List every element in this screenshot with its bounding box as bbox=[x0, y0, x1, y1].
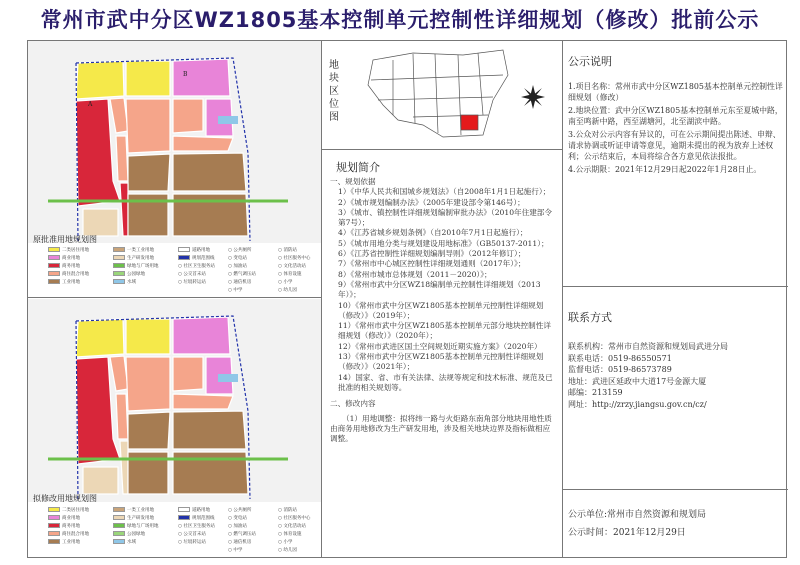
legend-item: 规划范围线 bbox=[178, 255, 215, 261]
legend-item: ○ 社区服务中心 bbox=[278, 516, 311, 521]
legend-item: ○ 社区卫生服务站 bbox=[178, 524, 215, 529]
legend-item: ○ 通信机房 bbox=[228, 280, 252, 285]
legend-item: ○ 变电站 bbox=[228, 256, 247, 261]
contact-postcode: 邮编：213159 bbox=[568, 388, 623, 397]
legend-item: ○ 文化活动站 bbox=[278, 524, 306, 529]
legend-item: 道路用地 bbox=[178, 507, 210, 513]
legend-item: 商业用地 bbox=[48, 255, 80, 261]
contact-org: 联系机构：常州市自然资源和规划局武进分局 bbox=[568, 342, 728, 351]
legend-item: ○ 小学 bbox=[278, 280, 293, 285]
plan-section-title: 二、修改内容 bbox=[330, 399, 376, 409]
legend-item: ○ 公共厕所 bbox=[228, 248, 252, 253]
block-label: A bbox=[88, 101, 93, 108]
legend-item: ○ 公交首末站 bbox=[178, 532, 206, 537]
legend-item: ○ 加油站 bbox=[228, 524, 247, 529]
legend-item: ○ 消防站 bbox=[278, 248, 297, 253]
legend-item: ○ 变电站 bbox=[228, 516, 247, 521]
top-legend bbox=[28, 245, 321, 295]
notice-board bbox=[27, 40, 787, 558]
legend-item: 二类居住用地 bbox=[48, 507, 89, 513]
legend-item: ○ 体育设施 bbox=[278, 272, 302, 277]
legend-item: 商住混合用地 bbox=[48, 271, 89, 277]
divider-maps bbox=[28, 297, 321, 298]
legend-item: ○ 消防站 bbox=[278, 508, 297, 513]
legend-item: ○ 燃气调压站 bbox=[228, 532, 256, 537]
divider-right bbox=[562, 41, 563, 557]
legend-item: 公园绿地 bbox=[113, 271, 145, 277]
plan-modification: （1）用地调整：拟将纬一路与火炬路东南角部分地块用地性质由商务用地修改为生产研发用地，涉及相关地块边界及指标做相应调整。 bbox=[330, 413, 552, 444]
plan-section-title: 一、规划依据 bbox=[330, 177, 376, 186]
divider-left bbox=[321, 41, 322, 557]
divider-contact bbox=[562, 489, 788, 490]
contact-supervise-phone: 监督电话：0519-86573789 bbox=[568, 365, 672, 374]
legend-item: 商业用地 bbox=[48, 515, 80, 521]
location-map-label: 地 块 区 位 图 bbox=[329, 60, 339, 123]
plan-item: 9）《常州市武中分区WZ18编制单元控制性详细规划（2013年）》； bbox=[338, 279, 541, 300]
legend-item: 公园绿地 bbox=[113, 531, 145, 537]
legend-item: ○ 小学 bbox=[278, 540, 293, 545]
legend-item: 规划范围线 bbox=[178, 515, 215, 521]
plan-item: 8）《常州市城市总体规划（2011－2020）》； bbox=[338, 269, 492, 279]
legend-item: ○ 体育设施 bbox=[278, 532, 302, 537]
legend-item: 道路用地 bbox=[178, 247, 210, 253]
divider-location bbox=[321, 149, 562, 150]
plan-item: 4）《江苏省城乡规划条例》（自2010年7月1日起施行）； bbox=[338, 228, 528, 238]
contact-body bbox=[568, 341, 786, 410]
legend-item: 一类工业用地 bbox=[113, 507, 154, 513]
legend-item: ○ 社区服务中心 bbox=[278, 256, 311, 261]
plan-item: 1）《中华人民共和国城乡规划法》（自2008年1月1日起施行）； bbox=[338, 187, 551, 197]
legend-item: 商务用地 bbox=[48, 523, 80, 529]
legend-item: ○ 文化活动站 bbox=[278, 264, 306, 269]
contact-address: 地址：武进区延政中大道17号金源大厦 bbox=[568, 376, 707, 386]
legend-item: ○ 公共厕所 bbox=[228, 508, 252, 513]
legend-item: 绿地与广场用地 bbox=[113, 523, 159, 529]
proposed-map-caption: 拟修改用地规划图 bbox=[33, 494, 97, 502]
legend-item: ○ 中学 bbox=[228, 548, 243, 553]
legend-item: ○ 中学 bbox=[228, 288, 243, 293]
notice-item: 3.公众对公示内容有异议的，可在公示期间提出陈述、申辩、请求协调或听证申请等意见，逾期未提出的视为放弃上述权利；公示结束后，本局将综合各方意见依法报批。 bbox=[568, 130, 781, 161]
legend-item: ○ 幼儿园 bbox=[278, 548, 297, 553]
block-label: B bbox=[183, 71, 188, 78]
proposed-land-use-map bbox=[28, 299, 321, 502]
plan-item: 7）《常州市中心城区控制性详细规划通则（2017年）》； bbox=[338, 259, 526, 269]
notice-item: 2.地块位置：武中分区WZ1805基本控制单元东至夏城中路，南至鸣新中路，西至湖塘河，北至湖滨中路。 bbox=[568, 106, 783, 126]
bottom-legend bbox=[28, 505, 321, 557]
plan-item: 2）《城市规划编制办法》（2005年建设部令第146号）； bbox=[338, 197, 525, 207]
notice-unit: 公示单位:常州市自然资源和规划局 bbox=[568, 510, 707, 520]
notice-heading: 公示说明 bbox=[568, 55, 612, 68]
plan-basis bbox=[330, 177, 556, 444]
plan-heading: 规划简介 bbox=[336, 161, 380, 174]
page-title: 常州市武中分区WZ1805基本控制单元控制性详细规划（修改）批前公示 bbox=[40, 8, 760, 32]
plan-item: 11）《常州市武中分区WZ1805基本控制单元部分地块控制性详细规划（修改）》（2020年）； bbox=[338, 321, 551, 341]
original-map-caption: 原批准用地规划图 bbox=[33, 235, 97, 243]
legend-item: 绿地与广场用地 bbox=[113, 263, 159, 269]
plan-item: 12）《常州市武进区国土空间规划近期实施方案》（2020年） bbox=[338, 341, 542, 351]
notice-date: 公示时间：2021年12月29日 bbox=[568, 528, 686, 538]
legend-item: ○ 垃圾转运站 bbox=[178, 280, 206, 285]
legend-item: 工业用地 bbox=[48, 539, 80, 545]
plan-item: 13）《常州市武中分区WZ1805基本控制单元控制性详细规划（修改）》（2021年）； bbox=[338, 352, 544, 372]
legend-item: ○ 社区卫生服务站 bbox=[178, 264, 215, 269]
legend-item: ○ 垃圾转运站 bbox=[178, 540, 206, 545]
legend-item: 二类居住用地 bbox=[48, 247, 89, 253]
plan-item: 10）《常州市武中分区WZ1805基本控制单元控制性详细规划（修改）》（2019年）； bbox=[338, 300, 544, 320]
legend-item: 一类工业用地 bbox=[113, 247, 154, 253]
legend-item: 水域 bbox=[113, 539, 136, 545]
legend-item: 生产研发用地 bbox=[113, 515, 154, 521]
legend-item: ○ 幼儿园 bbox=[278, 288, 297, 293]
legend-item: ○ 公交首末站 bbox=[178, 272, 206, 277]
legend-item: 商住混合用地 bbox=[48, 531, 89, 537]
notice-item: 1.项目名称：常州市武中分区WZ1805基本控制单元控制性详细规划（修改） bbox=[568, 82, 783, 102]
plan-item: 3）《城市、镇控制性详细规划编制审批办法》（2010年住建部令第7号）； bbox=[338, 207, 552, 228]
notice-item: 4.公示期限：2021年12月29日起2022年1月28日止。 bbox=[568, 165, 762, 174]
legend-item: ○ 燃气调压站 bbox=[228, 272, 256, 277]
contact-website[interactable]: 网址：http://zrzy.jiangsu.gov.cn/cz/ bbox=[568, 399, 707, 409]
plan-item: 14）国家、省、市有关法律、法规等规定和技术标准、规范及已批准的相关规划等。 bbox=[338, 372, 553, 392]
original-land-use-map bbox=[28, 41, 321, 243]
notice-body bbox=[568, 81, 786, 175]
legend-item: ○ 通信机房 bbox=[228, 540, 252, 545]
contact-phone: 联系电话：0519-86550571 bbox=[568, 353, 672, 363]
contact-heading: 联系方式 bbox=[568, 311, 612, 324]
plan-item: 5）《城市用地分类与规划建设用地标准》（GB50137-2011）； bbox=[338, 238, 549, 248]
legend-item: 生产研发用地 bbox=[113, 255, 154, 261]
divider-notice bbox=[562, 286, 788, 287]
plan-item: 6）《江苏省控制性详细规划编制导则》（2012年修订）； bbox=[338, 249, 526, 259]
location-map bbox=[323, 43, 561, 147]
legend-item: 商务用地 bbox=[48, 263, 80, 269]
legend-item: ○ 加油站 bbox=[228, 264, 247, 269]
legend-item: 水域 bbox=[113, 279, 136, 285]
legend-item: 工业用地 bbox=[48, 279, 80, 285]
